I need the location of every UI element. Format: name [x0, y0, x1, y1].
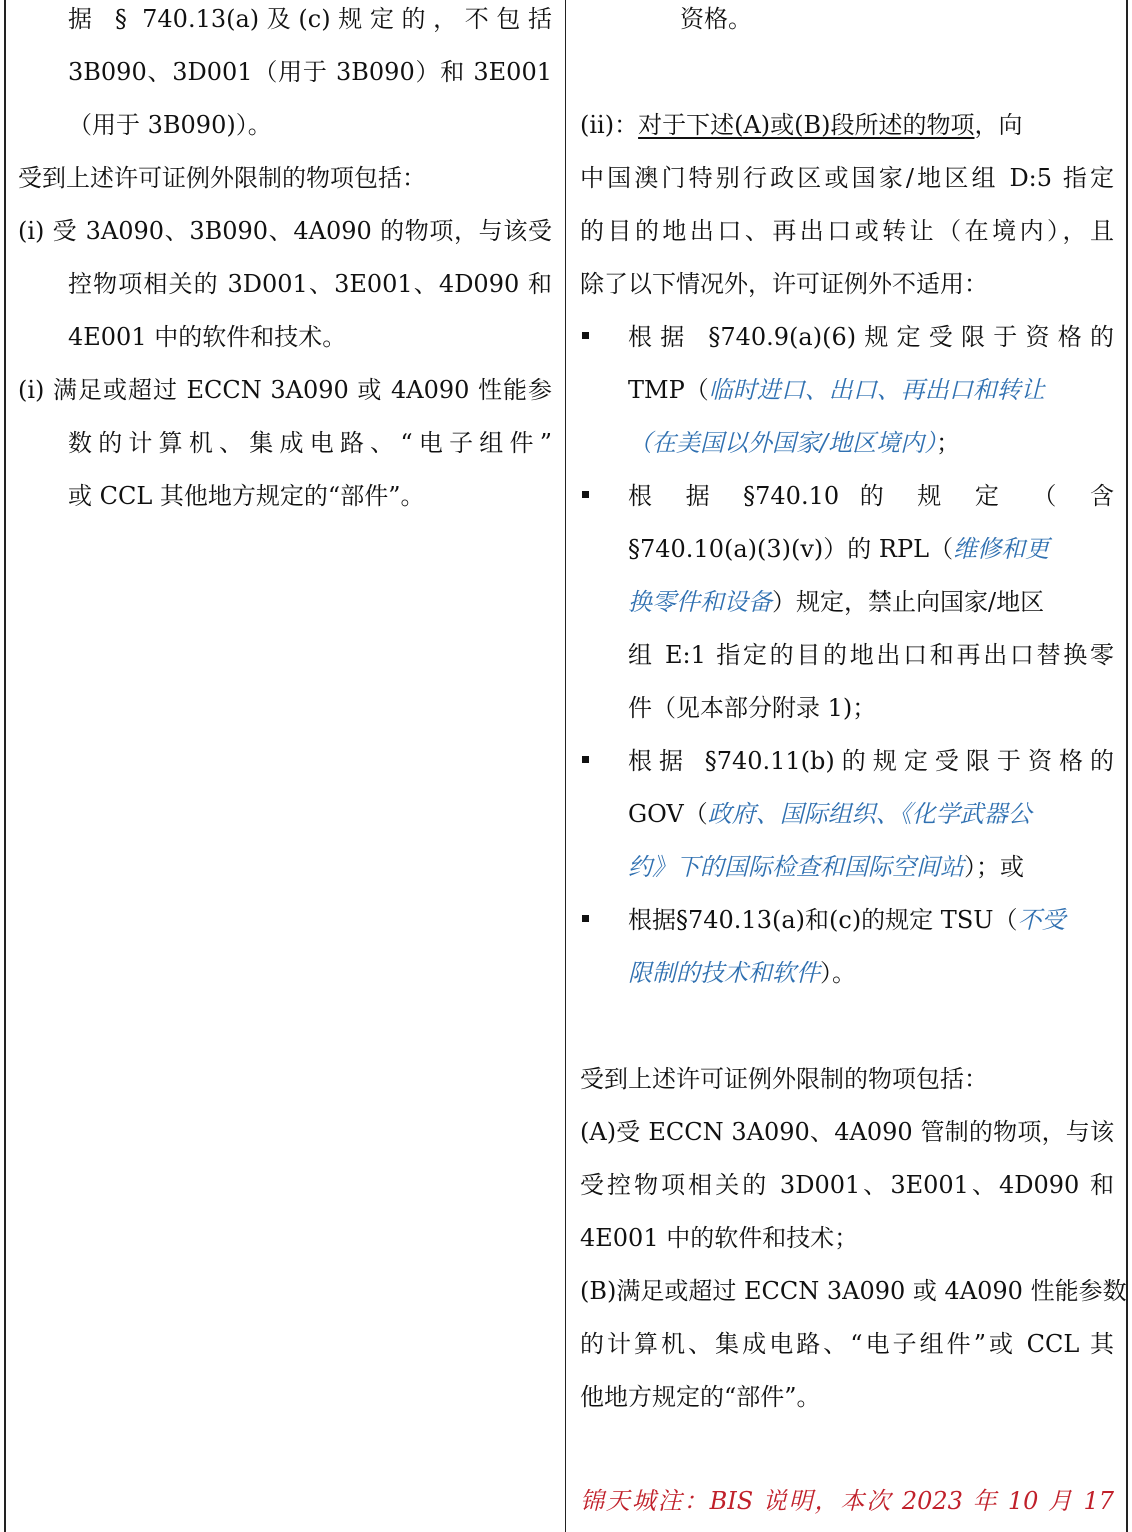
bullet-line [628, 797, 1032, 831]
left-text-line: 3B090、3D001（用于 3B090）和 3E001 [68, 58, 552, 86]
bullet-line [628, 956, 856, 990]
blue-italic-text: 换零件和设备 [628, 588, 772, 616]
underlined-text: 对于下述(A)或(B)段所述的物项 [638, 111, 975, 139]
left-list-item: (i) 受 3A090、3B090、4A090 的物项，与该受 [18, 217, 552, 245]
left-list-item: (i) 满足或超过 ECCN 3A090 或 4A090 性能参 [18, 376, 552, 404]
blue-italic-text: （在美国以外国家/地区境内） [628, 429, 937, 457]
blue-italic-text: 不受 [1017, 906, 1066, 934]
left-text-line: 据 § 740.13(a)及(c)规定的，不包括 [68, 5, 552, 33]
translator-note: 锦天城注：BIS 说明，本次 2023 年 10 月 17 [580, 1487, 1114, 1515]
bullet-line [628, 426, 960, 460]
bullet-marker [582, 491, 589, 498]
blue-italic-text: 维修和更 [953, 535, 1050, 563]
right-text-line: 中国澳门特别行政区或国家/地区组 D:5 指定 [580, 164, 1114, 192]
bullet-marker [582, 332, 589, 339]
clause-label: (ii)： [580, 111, 639, 139]
left-text-line: 控物项相关的 3D001、3E001、4D090 和 [68, 270, 552, 298]
right-text-line: (B)满足或超过 ECCN 3A090 或 4A090 性能参数 [580, 1277, 1127, 1305]
right-text-line: 他地方规定的“部件”。 [580, 1383, 821, 1411]
bullet-line: 件（见本部分附录 1)； [628, 694, 877, 722]
column-divider [565, 0, 566, 1532]
right-text: ）规定，禁止向国家/地区 [772, 588, 1045, 616]
bullet-line: 根据 §740.11(b)的规定受限于资格的 [628, 747, 1114, 775]
bullet-line: 根据 §740.9(a)(6)规定受限于资格的 [628, 323, 1114, 351]
left-text-line: （用于 3B090)）。 [68, 111, 272, 139]
right-text: 根据§740.13(a)和(c)的规定 TSU（ [628, 906, 1018, 934]
left-text-line: 受到上述许可证例外限制的物项包括： [18, 164, 426, 192]
bullet-line [628, 373, 1045, 407]
blue-italic-text: 临时进口、出口、再出口和转让 [708, 376, 1045, 404]
right-text-line: 资格。 [680, 5, 752, 33]
right-text-line: 4E001 中的软件和技术； [580, 1224, 859, 1252]
right-text-line: (A)受 ECCN 3A090、4A090 管制的物项，与该 [580, 1118, 1114, 1146]
left-text-line: 或 CCL 其他地方规定的“部件”。 [68, 482, 425, 510]
abbr-text: GOV（ [628, 800, 708, 828]
blue-italic-text: 限制的技术和软件 [628, 959, 820, 987]
right-text: ； [936, 429, 961, 457]
right-text: ）；或 [964, 853, 1024, 881]
right-text-line: 的计算机、集成电路、“电子组件”或 CCL 其 [580, 1330, 1114, 1358]
bullet-line [628, 903, 1065, 937]
right-text: §740.10(a)(3)(v)）的 RPL（ [628, 535, 954, 563]
abbr-text: TMP（ [628, 376, 709, 404]
left-text-line: 数的计算机、集成电路、“电子组件” [68, 429, 552, 457]
bullet-marker [582, 915, 589, 922]
bullet-line [628, 850, 1024, 884]
blue-italic-text: 政府、国际组织、《化学武器公 [707, 800, 1032, 828]
right-text-line: 的目的地出口、再出口或转让（在境内），且 [580, 217, 1114, 245]
right-text: ，向 [974, 111, 1023, 139]
right-text: ）。 [820, 959, 856, 987]
bullet-line: 根 据 §740.10 的 规 定 （ 含 [628, 482, 1114, 510]
bullet-marker [582, 756, 589, 763]
left-text-line: 4E001 中的软件和技术。 [68, 323, 347, 351]
right-text-line: 除了以下情况外，许可证例外不适用： [580, 270, 988, 298]
right-text-line: 受到上述许可证例外限制的物项包括： [580, 1065, 988, 1093]
bullet-line [628, 585, 1044, 619]
bullet-line [628, 532, 1049, 566]
blue-italic-text: 约》下的国际检查和国际空间站 [628, 853, 964, 881]
right-paragraph-ii [580, 108, 1023, 142]
bullet-line: 组 E:1 指定的目的地出口和再出口替换零 [628, 641, 1114, 669]
right-text-line: 受控物项相关的 3D001、3E001、4D090 和 [580, 1171, 1114, 1199]
